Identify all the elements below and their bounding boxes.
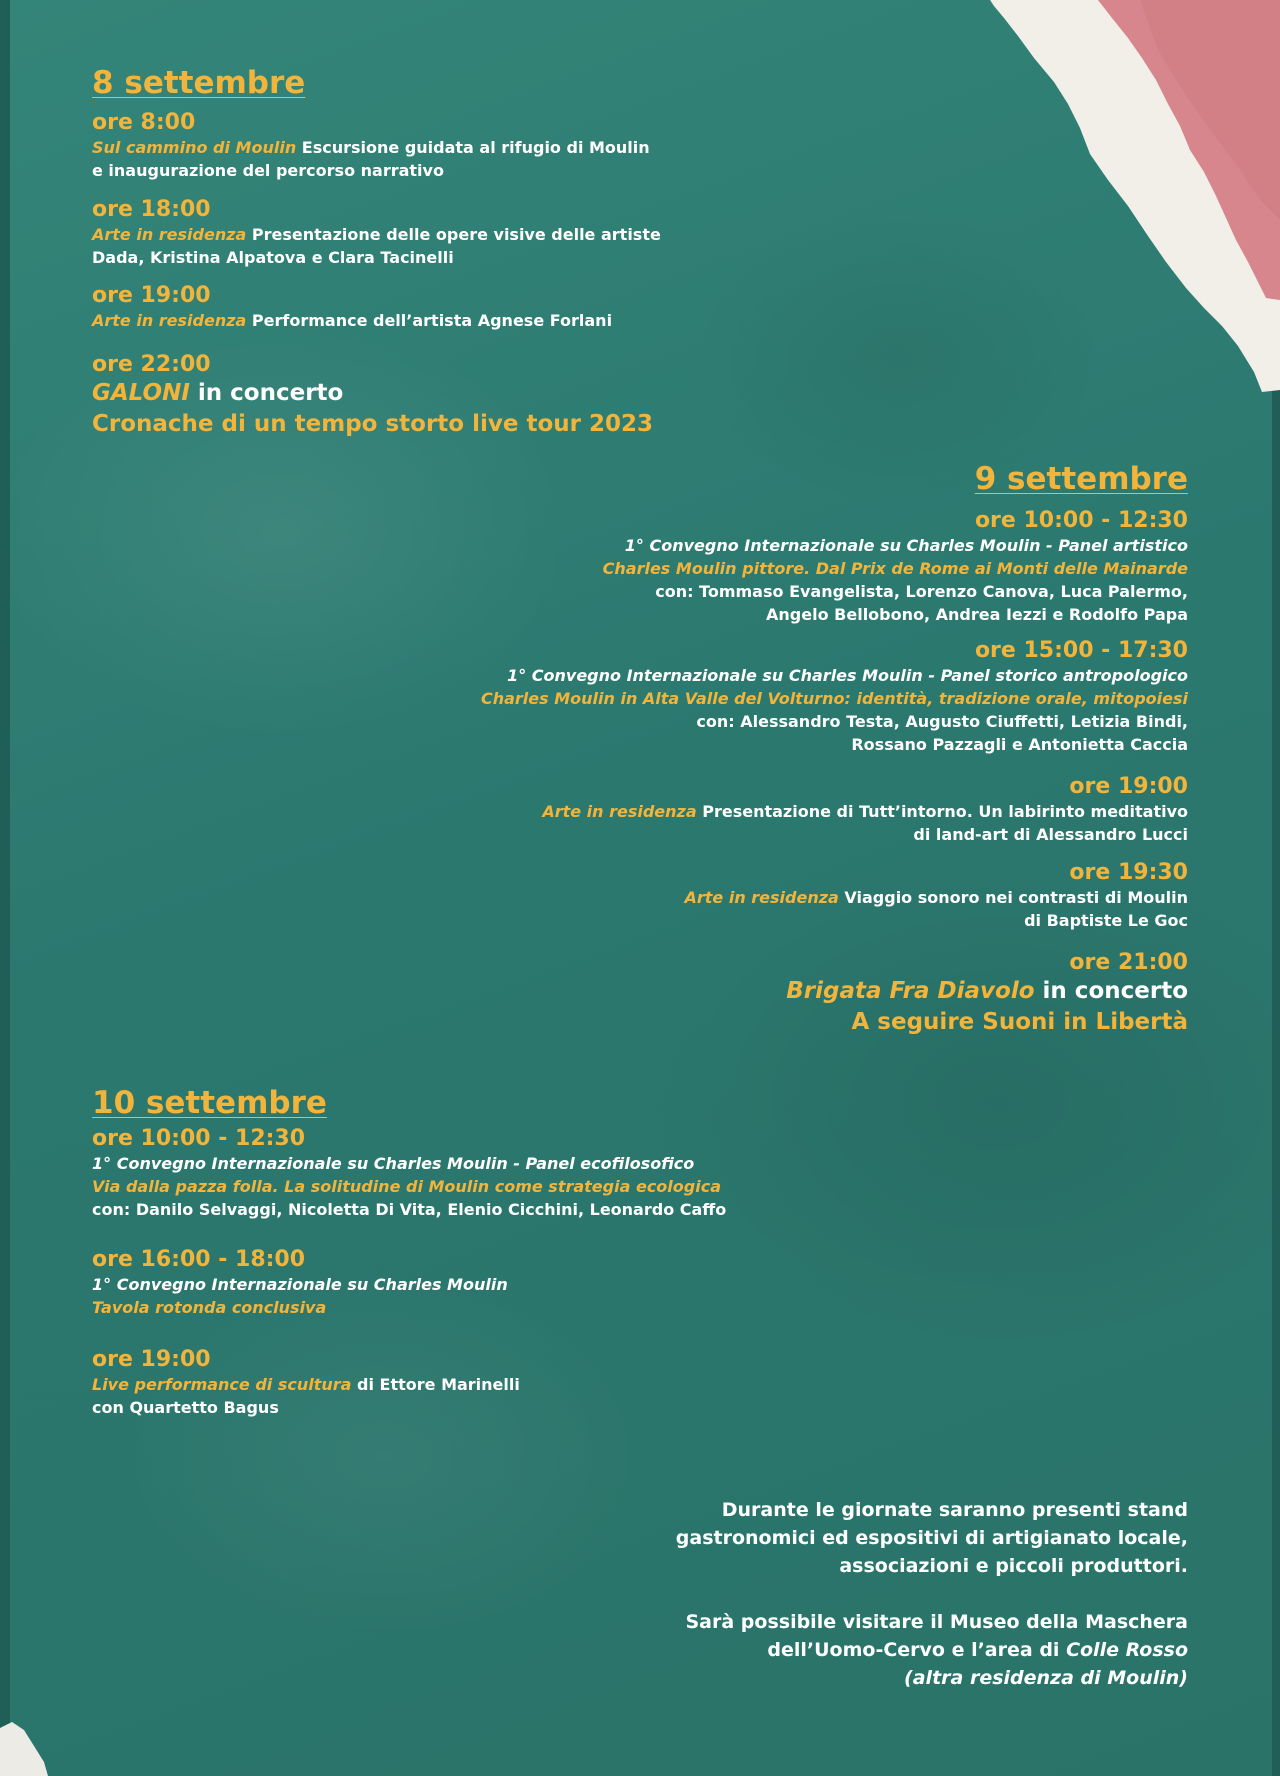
concert-subtitle: A seguire Suoni in Libertà bbox=[851, 1009, 1188, 1035]
convegno-speakers-line-2: Angelo Bellobono, Andrea Iezzi e Rodolfo Papa bbox=[766, 605, 1188, 624]
event-description bbox=[481, 800, 1188, 823]
event-tag: Live performance di scultura bbox=[92, 1375, 352, 1394]
event-text: Viaggio sonoro nei contrasti di Moulin bbox=[844, 888, 1188, 907]
day-2-event-4 bbox=[481, 860, 1188, 932]
event-text: Presentazione delle opere visive delle artiste bbox=[251, 225, 661, 244]
event-time: ore 18:00 bbox=[92, 197, 211, 222]
torn-paper-decoration bbox=[990, 0, 1280, 400]
event-time: ore 10:00 - 12:30 bbox=[92, 1126, 306, 1151]
event-time: ore 19:00 bbox=[92, 1347, 211, 1372]
convegno-subtitle: Tavola rotonda conclusiva bbox=[92, 1298, 327, 1317]
day-1-event-2 bbox=[92, 197, 661, 269]
convegno-speakers: con: Danilo Selvaggi, Nicoletta Di Vita, Elenio Cicchini, Leonardo Caffo bbox=[92, 1200, 727, 1219]
corner-paper-scrap bbox=[0, 1716, 50, 1776]
event-description bbox=[92, 309, 661, 332]
event-text-line-2: e inaugurazione del percorso narrativo bbox=[92, 161, 444, 180]
event-text-line-2: Dada, Kristina Alpatova e Clara Tacinelli bbox=[92, 248, 454, 267]
day-2-event-2 bbox=[481, 638, 1188, 756]
event-time: ore 19:30 bbox=[1069, 860, 1188, 885]
stands-note-line-1: Durante le giornate saranno presenti stand bbox=[721, 1499, 1188, 1521]
event-description bbox=[92, 136, 661, 159]
colle-rosso-name: Colle Rosso bbox=[1066, 1639, 1188, 1661]
concert-subtitle: Cronache di un tempo storto live tour 2023 bbox=[92, 411, 654, 437]
stands-note-line-3: associazioni e piccoli produttori. bbox=[839, 1555, 1188, 1577]
convegno-subtitle: Via dalla pazza folla. La solitudine di Moulin come strategia ecologica bbox=[92, 1177, 721, 1196]
convegno-title: 1° Convegno Internazionale su Charles Moulin - Panel storico antropologico bbox=[507, 666, 1188, 685]
day-1-event-1 bbox=[92, 110, 661, 182]
convegno-speakers: con: Tommaso Evangelista, Lorenzo Canova, Luca Palermo, bbox=[655, 582, 1188, 601]
day-3-date: 10 settembre bbox=[92, 1085, 327, 1121]
convegno-title: 1° Convegno Internazionale su Charles Moulin - Panel ecofilosofico bbox=[92, 1154, 695, 1173]
concert-artist: Brigata Fra Diavolo bbox=[786, 978, 1035, 1004]
day-2-event-3 bbox=[481, 774, 1188, 846]
event-tag: Arte in residenza bbox=[92, 311, 247, 330]
convegno-title: 1° Convegno Internazionale su Charles Moulin bbox=[92, 1275, 508, 1294]
event-text-line-2: di land-art di Alessandro Lucci bbox=[913, 825, 1188, 844]
event-description bbox=[92, 1373, 726, 1396]
day-2-event-5 bbox=[481, 950, 1188, 1038]
event-time: ore 16:00 - 18:00 bbox=[92, 1247, 306, 1272]
event-text: Presentazione di Tutt’intorno. Un labirinto meditativo bbox=[702, 802, 1188, 821]
day-3-event-2 bbox=[92, 1247, 726, 1319]
event-tag: Arte in residenza bbox=[542, 802, 697, 821]
event-time: ore 15:00 - 17:30 bbox=[974, 638, 1188, 663]
concert-artist: GALONI bbox=[92, 380, 190, 406]
convegno-subtitle: Charles Moulin in Alta Valle del Volturno: identità, tradizione orale, mitopoiesi bbox=[480, 689, 1188, 708]
event-tag: Sul cammino di Moulin bbox=[92, 138, 297, 157]
day-1-section bbox=[92, 64, 661, 440]
event-text-line-2: con Quartetto Bagus bbox=[92, 1398, 279, 1417]
event-tag: Arte in residenza bbox=[684, 888, 839, 907]
concert-suffix: in concerto bbox=[1042, 978, 1188, 1004]
concert-title bbox=[481, 976, 1188, 1007]
convegno-speakers-line-2: Rossano Pazzagli e Antonietta Caccia bbox=[851, 735, 1188, 754]
day-3-event-1 bbox=[92, 1126, 726, 1221]
day-2-section bbox=[481, 460, 1188, 1038]
concert-title bbox=[92, 378, 661, 409]
event-text: di Ettore Marinelli bbox=[357, 1375, 520, 1394]
stands-note-line-2: gastronomici ed espositivi di artigianato locale, bbox=[675, 1527, 1188, 1549]
day-1-event-4 bbox=[92, 352, 661, 440]
event-time: ore 19:00 bbox=[92, 283, 211, 308]
day-2-event-1 bbox=[481, 508, 1188, 626]
concert-suffix: in concerto bbox=[197, 380, 344, 406]
convegno-subtitle: Charles Moulin pittore. Dal Prix de Rome ai Monti delle Mainarde bbox=[602, 559, 1188, 578]
museum-note-line-3: (altra residenza di Moulin) bbox=[904, 1667, 1188, 1689]
event-time: ore 22:00 bbox=[92, 352, 211, 377]
event-text-line-2: di Baptiste Le Goc bbox=[1024, 911, 1188, 930]
event-time: ore 19:00 bbox=[1069, 774, 1188, 799]
left-border bbox=[0, 0, 10, 1776]
event-time: ore 10:00 - 12:30 bbox=[974, 508, 1188, 533]
convegno-speakers: con: Alessandro Testa, Augusto Ciuffetti, Letizia Bindi, bbox=[696, 712, 1188, 731]
footer-notes bbox=[676, 1496, 1188, 1692]
museum-note-line-2 bbox=[676, 1636, 1188, 1664]
museum-note-line-1: Sarà possibile visitare il Museo della Maschera bbox=[685, 1611, 1188, 1633]
day-2-date: 9 settembre bbox=[974, 461, 1188, 497]
event-description bbox=[92, 223, 661, 246]
day-3-event-3 bbox=[92, 1347, 726, 1419]
event-text: Performance dell’artista Agnese Forlani bbox=[251, 311, 613, 330]
event-tag: Arte in residenza bbox=[92, 225, 247, 244]
convegno-title: 1° Convegno Internazionale su Charles Moulin - Panel artistico bbox=[624, 536, 1188, 555]
day-3-section bbox=[92, 1084, 726, 1419]
event-time: ore 21:00 bbox=[1069, 950, 1188, 975]
day-1-date: 8 settembre bbox=[92, 65, 306, 101]
day-1-event-3 bbox=[92, 283, 661, 332]
event-text: Escursione guidata al rifugio di Moulin bbox=[301, 138, 650, 157]
museum-note-text: dell’Uomo-Cervo e l’area di bbox=[767, 1639, 1060, 1661]
event-time: ore 8:00 bbox=[92, 110, 196, 135]
event-description bbox=[481, 886, 1188, 909]
